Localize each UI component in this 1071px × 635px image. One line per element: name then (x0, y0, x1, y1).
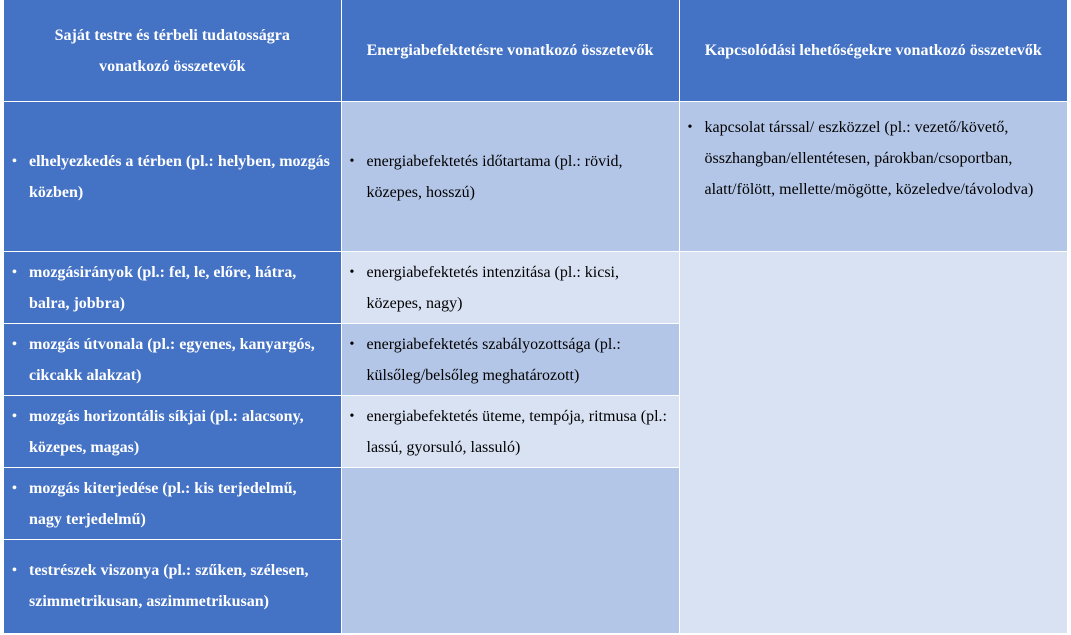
list-item: • mozgás útvonala (pl.: egyenes, kanyargós, cikcakk alakzat) (12, 329, 333, 391)
header-body-spatial: Saját testre és térbeli tudatosságra vonatkozó összetevők (4, 0, 341, 102)
table-row (4, 102, 1067, 252)
cell-energy (341, 324, 679, 396)
list-item: • mozgásirányok (pl.: fel, le, előre, hátra, balra, jobbra) (12, 257, 333, 319)
cell-body-spatial (4, 468, 341, 540)
cell-connection (679, 102, 1067, 252)
list-item: • mozgás horizontális síkjai (pl.: alacsony, közepes, magas) (12, 401, 333, 463)
list-item: • mozgás kiterjedése (pl.: kis terjedelmű, nagy terjedelmű) (12, 473, 333, 535)
list-item: • energiabefektetés intenzitása (pl.: kicsi, közepes, nagy) (350, 257, 671, 319)
cell-energy (341, 102, 679, 252)
list-item: • energiabefektetés üteme, tempója, ritmusa (pl.: lassú, gyorsuló, lassuló) (350, 401, 671, 463)
cell-connection-empty (679, 252, 1067, 633)
header-connection: Kapcsolódási lehetőségekre vonatkozó összetevők (679, 0, 1067, 102)
cell-energy (341, 252, 679, 324)
list-item: • energiabefektetés időtartama (pl.: rövid, közepes, hosszú) (350, 146, 671, 208)
cell-body-spatial (4, 540, 341, 633)
header-row (4, 0, 1067, 102)
table-row (4, 252, 1067, 324)
cell-energy-empty (341, 468, 679, 633)
cell-body-spatial (4, 252, 341, 324)
cell-body-spatial (4, 102, 341, 252)
list-item: • kapcsolat társsal/ eszközzel (pl.: vezető/követő, összhangban/ellentétesen, párokban/csoportban, alatt/fölött, mellette/mögötte, közeledve/távolodva) (688, 112, 1060, 205)
cell-body-spatial (4, 324, 341, 396)
list-item: • energiabefektetés szabályozottsága (pl.: külsőleg/belsőleg meghatározott) (350, 329, 671, 391)
cell-body-spatial (4, 396, 341, 468)
list-item: • elhelyezkedés a térben (pl.: helyben, mozgás közben) (12, 146, 333, 208)
header-energy: Energiabefektetésre vonatkozó összetevők (341, 0, 679, 102)
list-item: • testrészek viszonya (pl.: szűken, szélesen, szimmetrikusan, aszimmetrikusan) (12, 555, 333, 617)
cell-energy (341, 396, 679, 468)
components-table (4, 0, 1067, 633)
